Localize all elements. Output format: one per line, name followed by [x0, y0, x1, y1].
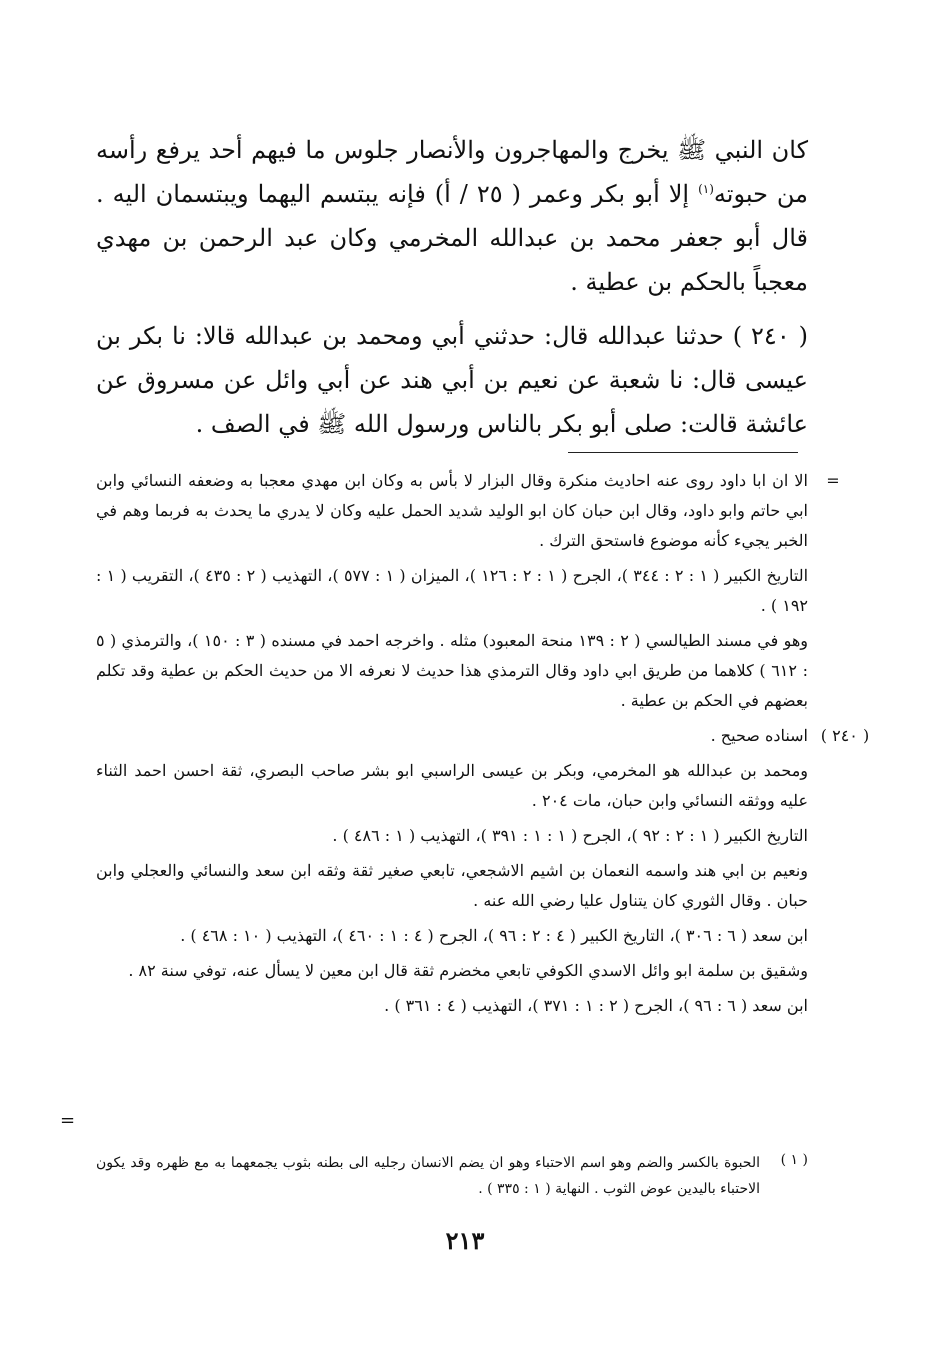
hadith-number-mark: ( ٢٤٠ ) — [820, 726, 870, 745]
note-8: ابن سعد ( ٦ : ٣٠٦ )، التاريخ الكبير ( ٤ : ٢ : ٩٦ )، الجرح ( ٤ : ١ : ٤٦٠ )، التهذيب ( ١٠ : ٤٦٨ ) . — [180, 926, 808, 945]
note-3: وهو في مسند الطيالسي ( ٢ : ١٣٩ منحة المعبود) مثله . واخرجه احمد في مسنده ( ٣ : ١٥٠ )، والترمذي ( ٥ : ٦١٢ ) كلاهما من طريق ابي داود وقال الترمذي هذا حديث لا نعرفه الا من حديث الحكم بن عطية وقد تكلم بعضهم في الحكم بن عطية . — [96, 631, 809, 710]
note-6: التاريخ الكبير ( ١ : ٢ : ٩٢ )، الجرح ( ١ : ١ : ٣٩١ )، التهذيب ( ١ : ٤٨٦ ) . — [332, 826, 808, 845]
separator-rule — [568, 452, 798, 453]
note-2: التاريخ الكبير ( ١ : ٢ : ٣٤٤ )، الجرح ( ١ : ٢ : ١٢٦ )، الميزان ( ١ : ٥٧٧ )، التهذيب ( ٢ : ٤٣٥ )، التقريب ( ١ : ١٩٢ ) . — [96, 566, 809, 615]
note-1-text: الا ان ابا داود روى عنه احاديث منكرة وقال البزار لا بأس به وكان ابن مهدي معجبا به وضعفه النسائي وابن ابي حاتم وابو داود، وقال ابن حبان كان ابو الوليد شديد الحمل عليه وكان لا يدري ما يحدث به فربما وهم في الخبر يجيء كأنه موضوع فاستحق الترك . — [96, 471, 808, 550]
note-4-text: اسناده صحيح . — [710, 726, 808, 745]
main-text — [96, 128, 808, 446]
note-5: ومحمد بن عبدالله هو المخرمي، وبكر بن عيسى الراسبي ابو بشر صاحب البصري، ثقة احسن احمد الثناء عليه ووثقه النسائي وابن حبان، مات ٢٠٤ . — [96, 761, 808, 810]
footnote-reference: (١) — [698, 182, 714, 196]
main-paragraph-1-part-a: كان النبي ﷺ يخرج والمهاجرون والأنصار جلوس ما فيهم أحد يرفع رأسه من حبوته — [96, 136, 808, 208]
note-1 — [96, 466, 840, 556]
commentary-notes — [96, 466, 870, 1026]
note-4 — [96, 721, 870, 751]
page-number: ٢١٣ — [445, 1226, 485, 1255]
end-continuation-mark: = — [60, 1110, 76, 1131]
note-7: ونعيم بن ابي هند واسمه النعمان بن اشيم الاشجعي، تابعي صغير ثقة وثقه ابن سعد والنسائي والعجلي وابن حبان . وقال الثوري كان يتناول عليا رضي الله عنه . — [96, 861, 808, 910]
main-paragraph-1 — [96, 128, 808, 304]
note-10: ابن سعد ( ٦ : ٩٦ )، الجرح ( ٢ : ١ : ٣٧١ )، التهذيب ( ٤ : ٣٦١ ) . — [384, 996, 808, 1015]
continuation-mark: = — [826, 471, 840, 490]
main-paragraph-2: ( ٢٤٠ ) حدثنا عبدالله قال: حدثني أبي ومحمد بن عبدالله قالا: نا بكر بن عيسى قال: نا شعبة عن نعيم بن أبي هند عن أبي وائل عن مسروق عن عائشة قالت: صلى أبو بكر بالناس ورسول الله ﷺ في الصف . — [96, 322, 808, 438]
main-paragraph-1-part-b: إلا أبو بكر وعمر ( ٢٥ / أ) فإنه يبتسم اليهما ويبتسمان اليه . قال أبو جعفر محمد بن عبدالله المخرمي وكان عبد الرحمن بن مهدي معجباً بالحكم بن عطية . — [96, 180, 809, 296]
footnote-text: الحبوة بالكسر والضم وهو اسم الاحتباء وهو ان يضم الانسان رجليه الى بطنه بثوب يجمعهما به مع ظهره وقد يكون الاحتباء باليدين عوض الثوب . النهاية ( ١ : ٣٣٥ ) . — [96, 1155, 760, 1197]
note-9: وشقيق بن سلمة ابو وائل الاسدي الكوفي تابعي مخضرم ثقة قال ابن معين لا يسأل عنه، توفي سنة ٨٢ . — [128, 961, 808, 980]
footnote-mark: ( ١ ) — [780, 1152, 808, 1168]
